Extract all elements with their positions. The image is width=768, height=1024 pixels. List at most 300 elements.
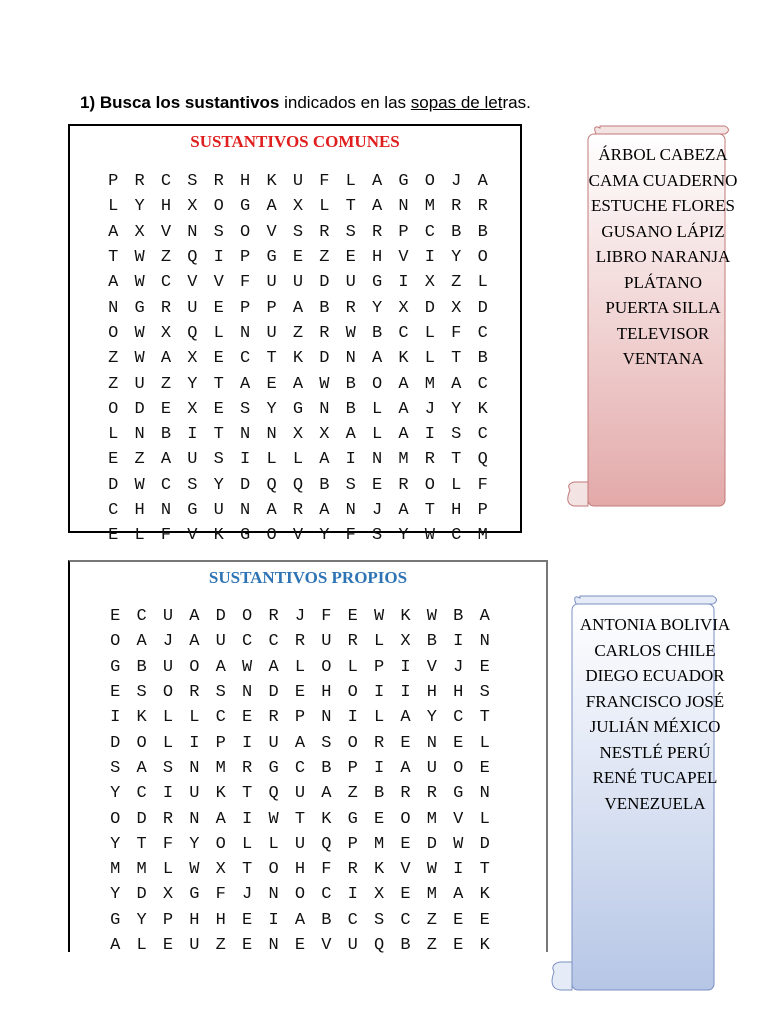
letter-cell[interactable]: R (160, 298, 172, 318)
letter-cell[interactable]: Z (292, 323, 304, 343)
letter-cell[interactable]: E (292, 248, 304, 268)
letter-cell[interactable]: A (136, 758, 147, 778)
letter-cell[interactable]: V (400, 860, 411, 880)
letter-cell[interactable]: A (400, 708, 411, 728)
letter-cell[interactable]: R (292, 501, 304, 520)
letter-cell[interactable]: K (400, 607, 411, 627)
letter-cell[interactable]: L (424, 349, 435, 369)
letter-cell[interactable]: U (294, 834, 306, 854)
letter-cell[interactable]: Z (160, 374, 172, 394)
letter-cell[interactable]: B (451, 222, 462, 242)
letter-cell[interactable]: A (319, 450, 330, 470)
letter-cell[interactable]: V (398, 248, 409, 268)
letter-cell[interactable]: B (345, 374, 356, 394)
letter-cell[interactable]: U (266, 273, 277, 293)
letter-cell[interactable]: E (453, 936, 464, 955)
letter-cell[interactable]: N (189, 758, 200, 778)
letter-cell[interactable]: L (162, 860, 174, 880)
letter-cell[interactable]: B (400, 936, 411, 955)
letter-cell[interactable]: O (400, 809, 411, 829)
letter-cell[interactable]: T (294, 809, 306, 829)
letter-cell[interactable]: L (319, 197, 330, 217)
letter-cell[interactable]: L (242, 834, 253, 854)
letter-cell[interactable]: Y (189, 834, 200, 854)
letter-cell[interactable]: C (160, 172, 172, 192)
letter-cell[interactable]: P (294, 708, 306, 728)
letter-cell[interactable]: R (294, 632, 306, 652)
letter-cell[interactable]: Z (426, 910, 437, 930)
letter-cell[interactable]: R (347, 632, 358, 652)
letter-cell[interactable]: G (134, 298, 145, 318)
letter-cell[interactable]: A (215, 809, 226, 829)
letter-cell[interactable]: W (134, 248, 145, 268)
letter-cell[interactable]: R (162, 809, 174, 829)
letter-cell[interactable]: I (347, 885, 358, 905)
letter-cell[interactable]: U (189, 784, 200, 804)
letter-cell[interactable]: Z (451, 273, 462, 293)
letter-cell[interactable]: E (242, 708, 253, 728)
letter-cell[interactable]: E (347, 607, 358, 627)
letter-cell[interactable]: D (268, 683, 279, 703)
letter-cell[interactable]: S (372, 526, 383, 546)
letter-cell[interactable]: L (108, 197, 119, 217)
letter-cell[interactable]: L (213, 323, 224, 343)
letter-cell[interactable]: U (321, 632, 332, 652)
letter-cell[interactable]: J (372, 501, 383, 520)
letter-cell[interactable]: M (110, 860, 121, 880)
letter-cell[interactable]: A (372, 197, 383, 217)
letter-cell[interactable]: E (213, 298, 224, 318)
letter-cell[interactable]: S (187, 475, 198, 495)
letter-cell[interactable]: O (189, 657, 200, 677)
letter-cell[interactable]: E (266, 374, 277, 394)
letter-cell[interactable]: G (292, 399, 304, 419)
letter-cell[interactable]: O (347, 683, 358, 703)
letter-cell[interactable]: A (108, 222, 119, 242)
letter-cell[interactable]: I (240, 450, 251, 470)
letter-cell[interactable]: X (160, 323, 172, 343)
letter-cell[interactable]: M (477, 526, 488, 546)
letter-cell[interactable]: N (160, 501, 172, 520)
letter-cell[interactable]: S (345, 475, 356, 495)
letter-cell[interactable]: E (213, 349, 224, 369)
letter-cell[interactable]: X (451, 298, 462, 318)
letter-cell[interactable]: L (266, 450, 277, 470)
letter-cell[interactable]: S (479, 683, 490, 703)
letter-cell[interactable]: D (240, 475, 251, 495)
letter-cell[interactable]: E (213, 399, 224, 419)
letter-cell[interactable]: Q (266, 475, 277, 495)
letter-cell[interactable]: O (108, 399, 119, 419)
letter-cell[interactable]: L (136, 936, 147, 955)
letter-cell[interactable]: P (374, 657, 385, 677)
letter-cell[interactable]: T (479, 708, 490, 728)
letter-cell[interactable]: I (242, 809, 253, 829)
letter-cell[interactable]: H (240, 172, 251, 192)
letter-cell[interactable]: A (108, 273, 119, 293)
letter-cell[interactable]: A (215, 657, 226, 677)
letter-cell[interactable]: W (345, 323, 356, 343)
letter-cell[interactable]: A (292, 374, 304, 394)
letter-cell[interactable]: W (189, 860, 200, 880)
letter-cell[interactable]: I (213, 248, 224, 268)
letter-cell[interactable]: V (292, 526, 304, 546)
letter-cell[interactable]: W (268, 809, 279, 829)
letter-cell[interactable]: K (479, 885, 490, 905)
letter-cell[interactable]: W (134, 475, 145, 495)
letter-cell[interactable]: P (162, 910, 174, 930)
letter-cell[interactable]: K (215, 784, 226, 804)
letter-cell[interactable]: M (424, 197, 435, 217)
letter-cell[interactable]: V (213, 273, 224, 293)
letter-cell[interactable]: B (426, 632, 437, 652)
letter-cell[interactable]: N (240, 323, 251, 343)
letter-cell[interactable]: A (398, 399, 409, 419)
letter-cell[interactable]: E (242, 910, 253, 930)
letter-cell[interactable]: X (400, 632, 411, 652)
letter-cell[interactable]: D (110, 733, 121, 753)
letter-cell[interactable]: A (398, 374, 409, 394)
letter-cell[interactable]: R (319, 323, 330, 343)
letter-cell[interactable]: G (453, 784, 464, 804)
letter-cell[interactable]: N (240, 501, 251, 520)
letter-cell[interactable]: L (108, 425, 119, 445)
letter-cell[interactable]: B (321, 910, 332, 930)
letter-cell[interactable]: I (374, 758, 385, 778)
letter-cell[interactable]: B (136, 657, 147, 677)
letter-cell[interactable]: G (266, 248, 277, 268)
letter-cell[interactable]: L (347, 657, 358, 677)
letter-cell[interactable]: U (162, 657, 174, 677)
letter-cell[interactable]: D (108, 475, 119, 495)
letter-cell[interactable]: A (110, 936, 121, 955)
letter-cell[interactable]: I (424, 425, 435, 445)
letter-cell[interactable]: X (187, 197, 198, 217)
letter-cell[interactable]: P (266, 298, 277, 318)
letter-cell[interactable]: F (321, 860, 332, 880)
letter-cell[interactable]: C (398, 323, 409, 343)
letter-cell[interactable]: J (162, 632, 174, 652)
letter-cell[interactable]: U (134, 374, 145, 394)
letter-cell[interactable]: E (162, 936, 174, 955)
letter-cell[interactable]: I (400, 683, 411, 703)
letter-cell[interactable]: C (240, 349, 251, 369)
letter-cell[interactable]: B (477, 222, 488, 242)
letter-cell[interactable]: U (187, 298, 198, 318)
letter-cell[interactable]: O (453, 758, 464, 778)
letter-cell[interactable]: V (426, 657, 437, 677)
letter-cell[interactable]: D (136, 885, 147, 905)
letter-cell[interactable]: A (372, 172, 383, 192)
letter-cell[interactable]: W (424, 526, 435, 546)
letter-cell[interactable]: S (213, 450, 224, 470)
letter-cell[interactable]: Y (398, 526, 409, 546)
letter-cell[interactable]: O (294, 885, 306, 905)
letter-cell[interactable]: G (110, 910, 121, 930)
letter-cell[interactable]: C (451, 526, 462, 546)
letter-cell[interactable]: E (110, 683, 121, 703)
letter-cell[interactable]: G (268, 758, 279, 778)
letter-cell[interactable]: N (479, 784, 490, 804)
letter-cell[interactable]: P (108, 172, 119, 192)
letter-cell[interactable]: U (292, 273, 304, 293)
letter-cell[interactable]: U (268, 733, 279, 753)
letter-cell[interactable]: A (294, 733, 306, 753)
letter-cell[interactable]: J (453, 657, 464, 677)
letter-cell[interactable]: B (319, 298, 330, 318)
letter-cell[interactable]: F (321, 607, 332, 627)
letter-cell[interactable]: K (136, 708, 147, 728)
letter-cell[interactable]: V (453, 809, 464, 829)
letter-cell[interactable]: R (424, 450, 435, 470)
letter-cell[interactable]: U (189, 936, 200, 955)
letter-cell[interactable]: H (453, 683, 464, 703)
letter-cell[interactable]: S (345, 222, 356, 242)
letter-cell[interactable]: P (347, 834, 358, 854)
letter-cell[interactable]: X (398, 298, 409, 318)
letter-cell[interactable]: A (453, 885, 464, 905)
letter-cell[interactable]: N (345, 501, 356, 520)
letter-cell[interactable]: I (400, 657, 411, 677)
letter-cell[interactable]: C (268, 632, 279, 652)
letter-cell[interactable]: F (345, 526, 356, 546)
letter-cell[interactable]: T (213, 374, 224, 394)
letter-cell[interactable]: C (477, 323, 488, 343)
letter-cell[interactable]: R (242, 758, 253, 778)
letter-cell[interactable]: C (453, 708, 464, 728)
letter-cell[interactable]: X (292, 197, 304, 217)
letter-cell[interactable]: N (189, 809, 200, 829)
letter-cell[interactable]: Y (372, 298, 383, 318)
letter-cell[interactable]: R (400, 784, 411, 804)
letter-cell[interactable]: P (215, 733, 226, 753)
letter-cell[interactable]: E (400, 885, 411, 905)
letter-cell[interactable]: N (345, 349, 356, 369)
letter-cell[interactable]: E (479, 657, 490, 677)
letter-cell[interactable]: J (451, 172, 462, 192)
letter-cell[interactable]: P (240, 298, 251, 318)
letter-cell[interactable]: A (266, 197, 277, 217)
letter-cell[interactable]: L (292, 450, 304, 470)
letter-cell[interactable]: E (242, 936, 253, 955)
letter-cell[interactable]: S (162, 758, 174, 778)
letter-cell[interactable]: C (424, 222, 435, 242)
letter-cell[interactable]: L (424, 323, 435, 343)
letter-cell[interactable]: C (477, 374, 488, 394)
letter-cell[interactable]: V (187, 526, 198, 546)
letter-cell[interactable]: K (479, 936, 490, 955)
letter-cell[interactable]: X (374, 885, 385, 905)
letter-cell[interactable]: D (424, 298, 435, 318)
letter-cell[interactable]: R (134, 172, 145, 192)
letter-cell[interactable]: G (110, 657, 121, 677)
letter-cell[interactable]: D (136, 809, 147, 829)
letter-cell[interactable]: A (319, 501, 330, 520)
letter-cell[interactable]: E (294, 936, 306, 955)
letter-cell[interactable]: F (215, 885, 226, 905)
letter-cell[interactable]: E (108, 526, 119, 546)
letter-cell[interactable]: O (477, 248, 488, 268)
letter-cell[interactable]: U (345, 273, 356, 293)
letter-cell[interactable]: Z (426, 936, 437, 955)
letter-cell[interactable]: U (347, 936, 358, 955)
letter-cell[interactable]: W (453, 834, 464, 854)
letter-cell[interactable]: C (136, 607, 147, 627)
letter-cell[interactable]: T (242, 860, 253, 880)
letter-cell[interactable]: C (400, 910, 411, 930)
letter-cell[interactable]: B (160, 425, 172, 445)
letter-cell[interactable]: P (398, 222, 409, 242)
letter-cell[interactable]: N (108, 298, 119, 318)
letter-cell[interactable]: Y (110, 784, 121, 804)
letter-cell[interactable]: O (110, 632, 121, 652)
letter-cell[interactable]: I (453, 860, 464, 880)
letter-cell[interactable]: D (134, 399, 145, 419)
letter-cell[interactable]: I (189, 733, 200, 753)
letter-cell[interactable]: L (479, 733, 490, 753)
letter-cell[interactable]: W (374, 607, 385, 627)
letter-cell[interactable]: C (294, 758, 306, 778)
letter-cell[interactable]: X (424, 273, 435, 293)
letter-cell[interactable]: N (479, 632, 490, 652)
letter-cell[interactable]: R (372, 222, 383, 242)
letter-cell[interactable]: F (160, 526, 172, 546)
letter-cell[interactable]: Y (426, 708, 437, 728)
letter-cell[interactable]: P (347, 758, 358, 778)
letter-cell[interactable]: B (321, 758, 332, 778)
letter-cell[interactable]: W (426, 860, 437, 880)
letter-cell[interactable]: X (187, 349, 198, 369)
letter-cell[interactable]: C (215, 708, 226, 728)
letter-cell[interactable]: T (213, 425, 224, 445)
letter-cell[interactable]: N (398, 197, 409, 217)
letter-cell[interactable]: D (477, 298, 488, 318)
letter-cell[interactable]: Y (187, 374, 198, 394)
letter-cell[interactable]: R (426, 784, 437, 804)
letter-cell[interactable]: R (268, 607, 279, 627)
letter-cell[interactable]: I (345, 450, 356, 470)
letter-cell[interactable]: T (451, 349, 462, 369)
letter-cell[interactable]: E (453, 733, 464, 753)
letter-cell[interactable]: A (398, 501, 409, 520)
letter-cell[interactable]: E (400, 733, 411, 753)
letter-cell[interactable]: Z (134, 450, 145, 470)
letter-cell[interactable]: T (424, 501, 435, 520)
letter-cell[interactable]: Q (477, 450, 488, 470)
letter-cell[interactable]: H (215, 910, 226, 930)
letter-cell[interactable]: E (294, 683, 306, 703)
letter-cell[interactable]: L (268, 834, 279, 854)
letter-cell[interactable]: B (319, 475, 330, 495)
letter-cell[interactable]: J (242, 885, 253, 905)
letter-cell[interactable]: D (319, 273, 330, 293)
letter-cell[interactable]: K (292, 349, 304, 369)
letter-cell[interactable]: Z (160, 248, 172, 268)
letter-cell[interactable]: Q (268, 784, 279, 804)
letter-cell[interactable]: N (319, 399, 330, 419)
letter-cell[interactable]: A (398, 425, 409, 445)
letter-cell[interactable]: L (374, 708, 385, 728)
letter-cell[interactable]: Y (110, 885, 121, 905)
letter-cell[interactable]: N (240, 425, 251, 445)
letter-cell[interactable]: I (453, 632, 464, 652)
letter-cell[interactable]: E (160, 399, 172, 419)
letter-cell[interactable]: R (374, 733, 385, 753)
letter-cell[interactable]: N (266, 425, 277, 445)
letter-cell[interactable]: Y (266, 399, 277, 419)
letter-cell[interactable]: Z (108, 374, 119, 394)
letter-cell[interactable]: K (374, 860, 385, 880)
letter-cell[interactable]: H (134, 501, 145, 520)
letter-cell[interactable]: I (424, 248, 435, 268)
letter-cell[interactable]: F (162, 834, 174, 854)
letter-cell[interactable]: H (451, 501, 462, 520)
letter-cell[interactable]: N (242, 683, 253, 703)
letter-cell[interactable]: L (134, 526, 145, 546)
letter-cell[interactable]: N (372, 450, 383, 470)
letter-cell[interactable]: E (110, 607, 121, 627)
letter-cell[interactable]: C (108, 501, 119, 520)
letter-cell[interactable]: U (294, 784, 306, 804)
letter-cell[interactable]: B (345, 399, 356, 419)
letter-cell[interactable]: S (213, 222, 224, 242)
letter-cell[interactable]: A (321, 784, 332, 804)
letter-cell[interactable]: O (108, 323, 119, 343)
letter-cell[interactable]: N (268, 936, 279, 955)
letter-cell[interactable]: Z (319, 248, 330, 268)
letter-cell[interactable]: M (398, 450, 409, 470)
letter-cell[interactable]: Y (319, 526, 330, 546)
letter-cell[interactable]: A (160, 450, 172, 470)
letter-cell[interactable]: R (319, 222, 330, 242)
letter-cell[interactable]: L (345, 172, 356, 192)
letter-cell[interactable]: Q (187, 248, 198, 268)
letter-cell[interactable]: X (319, 425, 330, 445)
letter-cell[interactable]: L (162, 708, 174, 728)
letter-cell[interactable]: K (398, 349, 409, 369)
letter-cell[interactable]: F (319, 172, 330, 192)
letter-cell[interactable]: O (372, 374, 383, 394)
letter-cell[interactable]: V (266, 222, 277, 242)
letter-cell[interactable]: W (134, 323, 145, 343)
letter-cell[interactable]: N (321, 708, 332, 728)
letter-cell[interactable]: T (242, 784, 253, 804)
letter-cell[interactable]: S (110, 758, 121, 778)
letter-cell[interactable]: R (268, 708, 279, 728)
letter-cell[interactable]: I (374, 683, 385, 703)
letter-cell[interactable]: G (398, 172, 409, 192)
letter-cell[interactable]: G (372, 273, 383, 293)
letter-cell[interactable]: A (400, 758, 411, 778)
letter-cell[interactable]: R (345, 298, 356, 318)
letter-cell[interactable]: H (294, 860, 306, 880)
letter-cell[interactable]: H (426, 683, 437, 703)
letter-cell[interactable]: L (374, 632, 385, 652)
letter-cell[interactable]: I (187, 425, 198, 445)
letter-cell[interactable]: L (162, 733, 174, 753)
letter-cell[interactable]: O (162, 683, 174, 703)
letter-cell[interactable]: A (268, 657, 279, 677)
letter-cell[interactable]: E (479, 910, 490, 930)
letter-cell[interactable]: G (240, 197, 251, 217)
letter-cell[interactable]: O (321, 657, 332, 677)
letter-cell[interactable]: D (319, 349, 330, 369)
letter-cell[interactable]: G (240, 526, 251, 546)
letter-cell[interactable]: C (160, 475, 172, 495)
letter-cell[interactable]: R (477, 197, 488, 217)
letter-cell[interactable]: E (374, 809, 385, 829)
letter-cell[interactable]: L (372, 425, 383, 445)
